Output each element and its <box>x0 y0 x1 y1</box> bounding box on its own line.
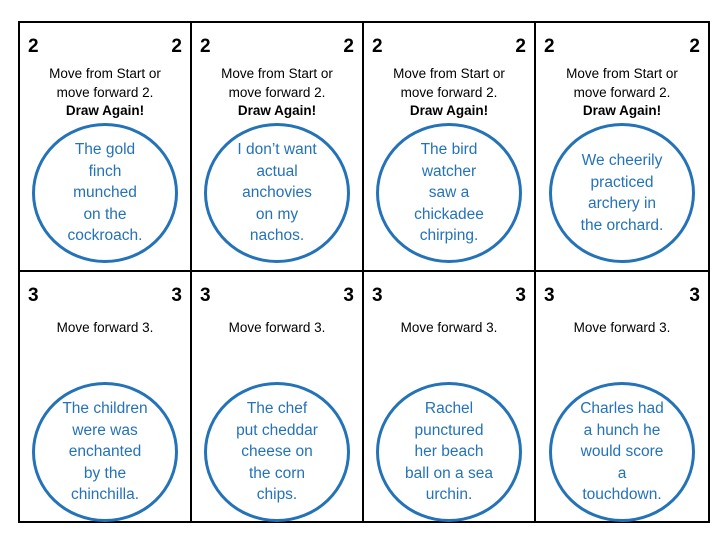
game-card[interactable] <box>20 23 192 272</box>
sentence-line: We cheerily <box>581 152 663 169</box>
card-number-top-left: 3 <box>28 285 39 306</box>
sentence-line: The bird <box>420 141 478 159</box>
sentence-line: I don’t want <box>237 141 317 159</box>
sentence-line: munched <box>73 184 137 202</box>
sentence-line: by the <box>83 464 127 482</box>
card-number-top-right: 2 <box>171 36 182 57</box>
sentence-line: a hunch he <box>583 421 661 439</box>
card-instruction <box>192 65 362 121</box>
sentence-line: enchanted <box>68 443 142 461</box>
card-sentence <box>572 398 672 506</box>
sentence-circle <box>204 123 350 263</box>
sentence-line: cheese on <box>241 443 313 461</box>
card-number-top-left: 3 <box>372 285 383 306</box>
sentence-line: ball on a sea <box>405 464 493 482</box>
sentence-line: archery in <box>587 195 657 212</box>
game-card[interactable] <box>20 272 192 521</box>
sentence-line: on the <box>83 205 127 223</box>
card-number-top-right: 2 <box>515 36 526 57</box>
sentence-line: The gold <box>74 141 136 159</box>
sentence-line: The chef <box>246 400 308 418</box>
card-number-top-right: 3 <box>171 285 182 306</box>
game-card[interactable] <box>364 23 536 272</box>
sentence-line: anchovies <box>242 184 312 202</box>
sentence-line: The children <box>62 400 148 418</box>
sentence-circle <box>32 123 178 263</box>
instruction-line: Move forward 3. <box>400 320 498 335</box>
sentence-line: the corn <box>248 464 305 482</box>
sentence-line: the orchard. <box>580 216 664 234</box>
card-instruction <box>192 319 362 338</box>
sentence-line: watcher <box>421 162 477 180</box>
card-sentence <box>399 398 499 506</box>
sentence-line: chirping. <box>419 227 479 245</box>
card-number-top-right: 2 <box>343 36 354 57</box>
sentence-line: practiced <box>590 173 654 191</box>
card-number-top-right: 3 <box>343 285 354 306</box>
game-card[interactable] <box>536 272 708 521</box>
instruction-line: Move from Start or <box>221 66 333 81</box>
card-number-top-left: 2 <box>372 36 383 57</box>
instruction-line: move forward 2. <box>56 84 154 100</box>
card-sheet <box>18 21 710 523</box>
sentence-circle <box>549 123 695 263</box>
card-sentence <box>572 150 672 236</box>
card-number-top-right: 2 <box>689 36 700 57</box>
card-sentence <box>227 398 327 506</box>
instruction-line: Move from Start or <box>49 66 161 81</box>
sentence-line: a <box>617 464 627 482</box>
sentence-line: were was <box>72 421 138 439</box>
card-number-top-right: 3 <box>689 285 700 306</box>
sentence-circle <box>549 382 695 522</box>
sentence-line: punctured <box>414 421 484 439</box>
instruction-line: Move forward 3. <box>228 320 326 335</box>
sentence-line: would score <box>580 443 664 461</box>
sentence-circle <box>376 382 522 522</box>
game-card[interactable] <box>536 23 708 272</box>
sentence-line: her beach <box>414 443 484 461</box>
sentence-line: finch <box>88 162 122 180</box>
card-sentence <box>55 398 155 506</box>
sentence-line: chinchilla. <box>70 486 140 504</box>
card-instruction <box>20 65 190 121</box>
sentence-circle <box>32 382 178 522</box>
instruction-line: Move from Start or <box>566 66 678 81</box>
sentence-line: Charles had <box>580 400 664 418</box>
sentence-line: urchin. <box>425 486 473 504</box>
card-instruction <box>536 65 708 121</box>
sentence-line: cockroach. <box>67 227 143 245</box>
instruction-line: Move forward 3. <box>573 320 671 335</box>
draw-again-label: Draw Again! <box>65 103 145 118</box>
sentence-line: chips. <box>256 486 298 504</box>
draw-again-label: Draw Again! <box>582 103 662 118</box>
card-instruction <box>364 65 534 121</box>
instruction-line: Move forward 3. <box>56 320 154 335</box>
card-sentence <box>55 139 155 247</box>
card-number-top-left: 2 <box>544 36 555 57</box>
card-instruction <box>364 319 534 338</box>
sentence-line: nachos. <box>249 227 305 245</box>
sentence-line: actual <box>256 162 298 180</box>
card-number-top-right: 3 <box>515 285 526 306</box>
card-sentence <box>227 139 327 247</box>
game-card[interactable] <box>364 272 536 521</box>
sentence-line: saw a <box>428 184 470 202</box>
instruction-line: move forward 2. <box>573 84 671 100</box>
card-number-top-left: 2 <box>200 36 211 57</box>
sentence-circle <box>376 123 522 263</box>
sentence-line: chickadee <box>414 205 484 223</box>
sentence-line: on my <box>255 205 299 223</box>
card-instruction <box>536 319 708 338</box>
instruction-line: move forward 2. <box>228 84 326 100</box>
instruction-line: move forward 2. <box>400 84 498 100</box>
game-card[interactable] <box>192 272 364 521</box>
card-number-top-left: 3 <box>544 285 555 306</box>
draw-again-label: Draw Again! <box>237 103 317 118</box>
card-number-top-left: 2 <box>28 36 39 57</box>
card-number-top-left: 3 <box>200 285 211 306</box>
sentence-line: put cheddar <box>236 421 318 439</box>
sentence-circle <box>204 382 350 522</box>
sentence-line: Rachel <box>424 400 474 418</box>
card-instruction <box>20 319 190 338</box>
card-sentence <box>399 139 499 247</box>
instruction-line: Move from Start or <box>393 66 505 81</box>
draw-again-label: Draw Again! <box>409 103 489 118</box>
game-card[interactable] <box>192 23 364 272</box>
sentence-line: touchdown. <box>582 486 662 504</box>
